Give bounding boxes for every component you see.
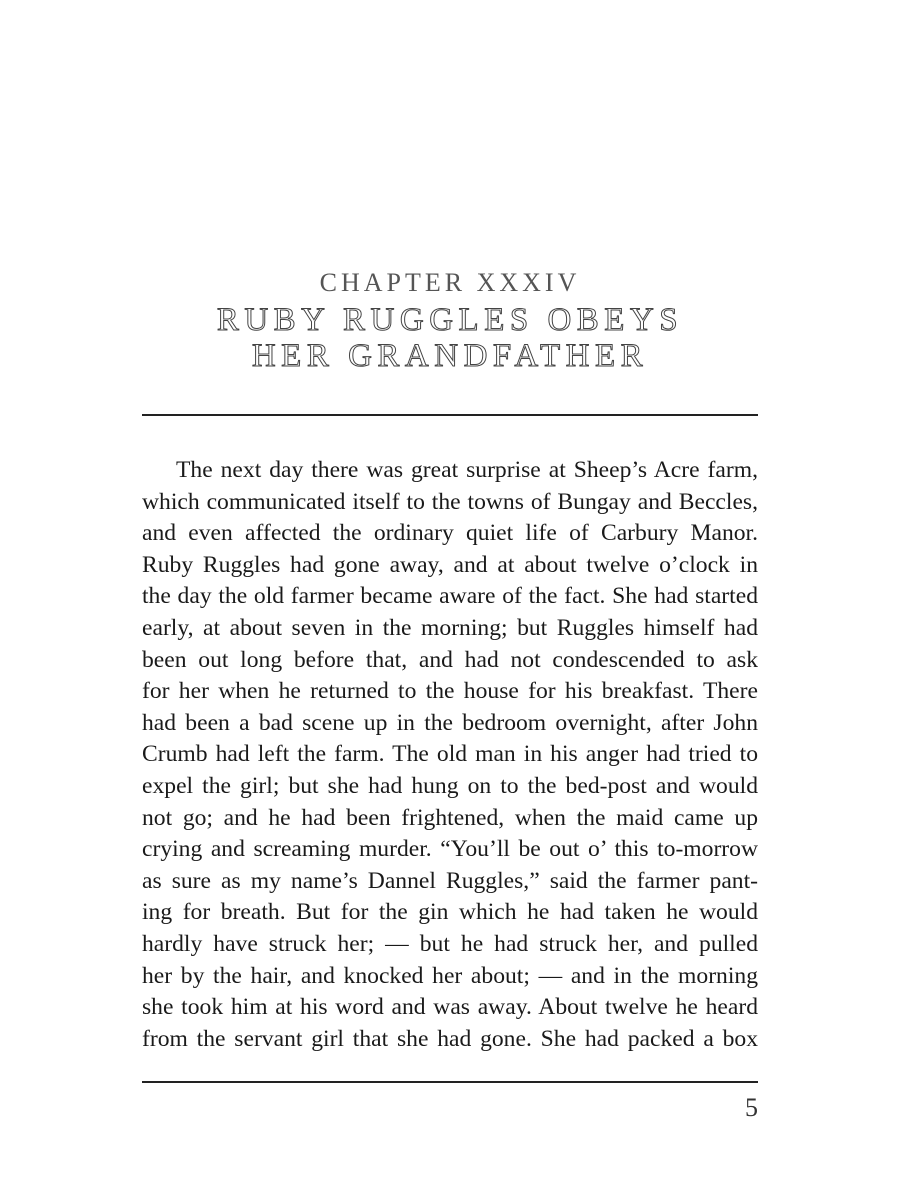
body-text xyxy=(142,455,758,1055)
text-line: Ruby Ruggles had gone away, and at about twelve o’clock in xyxy=(142,551,758,578)
text-line: been out long before that, and had not condescended to ask xyxy=(142,646,758,673)
chapter-title-line: HER GRANDFATHER xyxy=(251,338,649,374)
text-line: from the servant girl that she had gone. She had packed a box xyxy=(142,1025,758,1052)
chapter-heading xyxy=(142,264,758,374)
text-line: crying and screaming murder. “You’ll be out o’ this to-morrow xyxy=(142,836,758,863)
text-line: her by the hair, and knocked her about; — and in the morning xyxy=(142,962,758,989)
text-line: The next day there was great surprise at Sheep’s Acre farm, xyxy=(176,457,758,483)
page-number: 5 xyxy=(745,1093,758,1122)
text-line: for her when he returned to the house for his breakfast. There xyxy=(142,678,758,705)
text-line: early, at about seven in the morning; but Ruggles himself had xyxy=(142,614,758,641)
text-line: she took him at his word and was away. About twelve he heard xyxy=(142,994,758,1021)
text-line: as sure as my name’s Dannel Ruggles,” said the farmer pant- xyxy=(142,867,758,894)
chapter-title-line: RUBY RUGGLES OBEYS xyxy=(216,302,684,338)
text-line: ing for breath. But for the gin which he had taken he would xyxy=(142,899,758,926)
text-line: not go; and he had been frightened, when the maid came up xyxy=(142,804,758,831)
text-line: the day the old farmer became aware of the fact. She had started xyxy=(142,583,758,610)
text-line: expel the girl; but she had hung on to the bed-post and would xyxy=(142,772,758,799)
text-line: hardly have struck her; — but he had struck her, and pulled xyxy=(142,930,758,957)
chapter-title xyxy=(142,302,758,374)
top-divider xyxy=(142,414,758,416)
text-line: and even affected the ordinary quiet life of Carbury Manor. xyxy=(142,520,758,547)
text-line: which communicated itself to the towns of Bungay and Beccles, xyxy=(142,488,758,515)
bottom-divider xyxy=(142,1081,758,1083)
text-line: Crumb had left the farm. The old man in his anger had tried to xyxy=(142,741,758,768)
chapter-number: CHAPTER XXXIV xyxy=(319,268,581,297)
text-line: had been a bad scene up in the bedroom overnight, after John xyxy=(142,709,758,736)
